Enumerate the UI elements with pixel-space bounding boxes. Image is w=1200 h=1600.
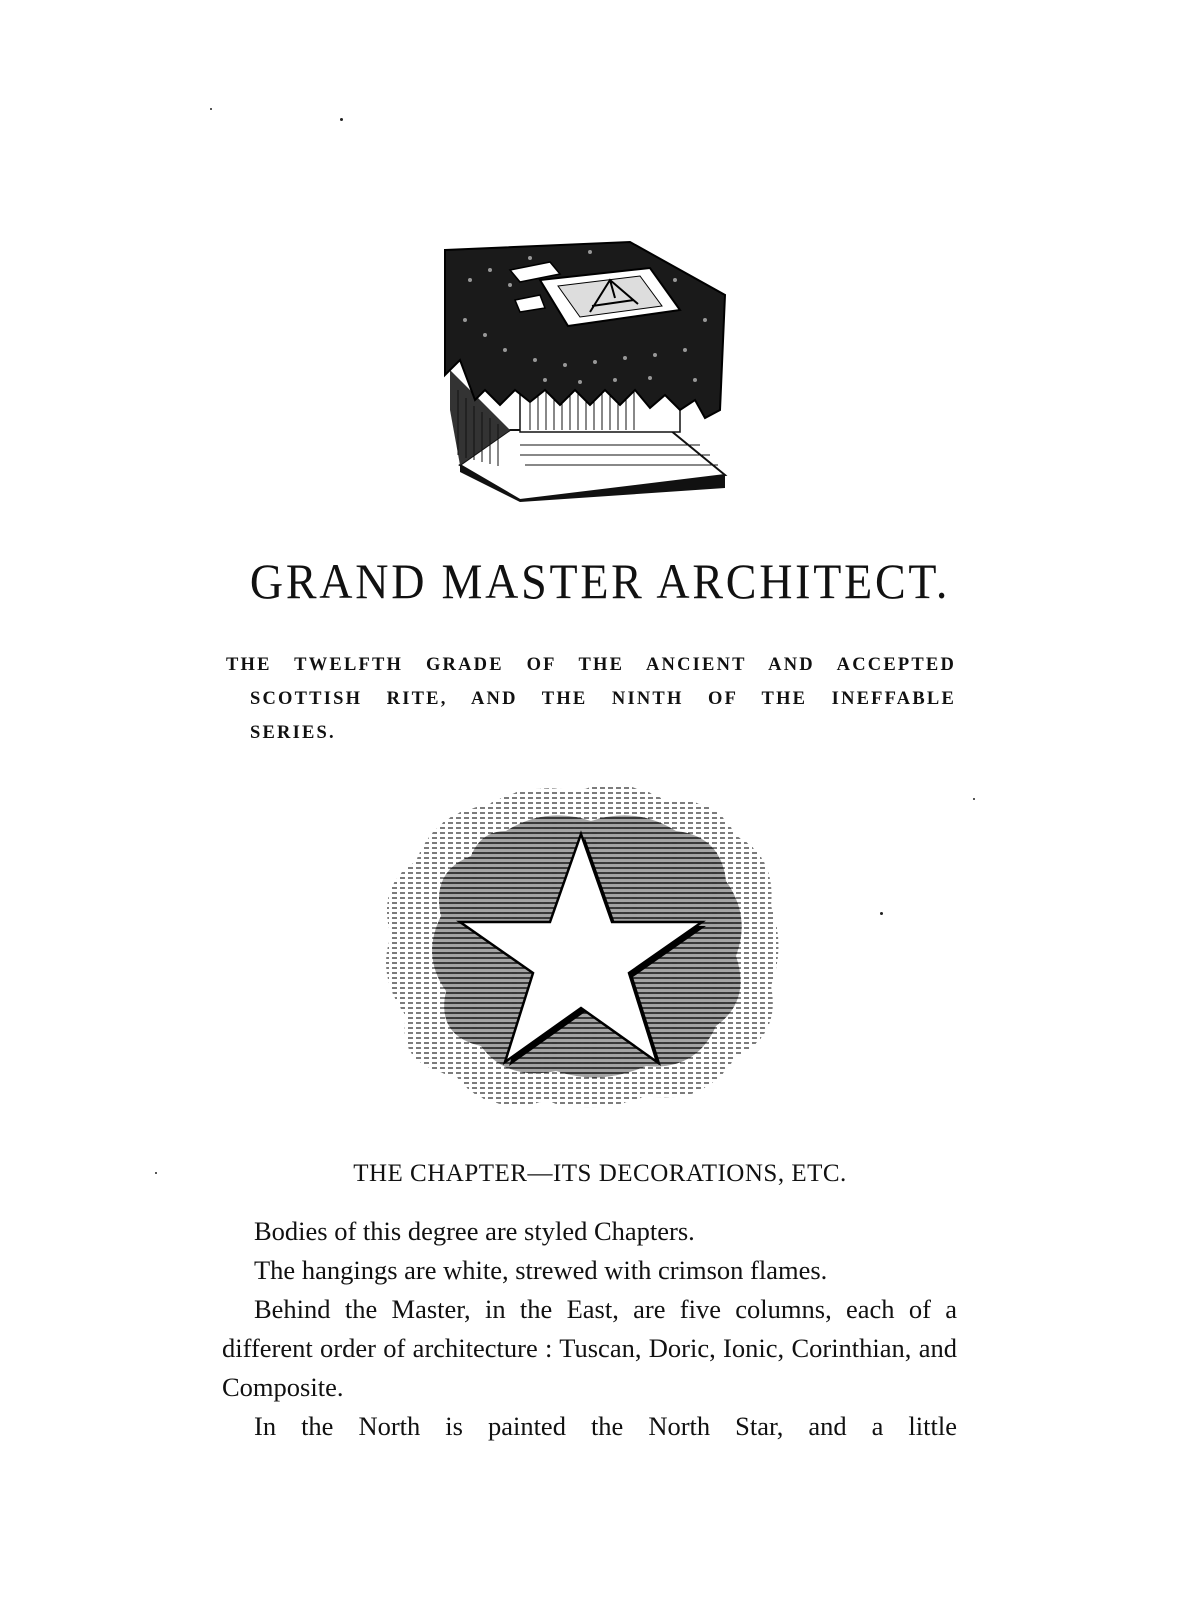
- print-speck: [210, 108, 212, 110]
- subtitle-line: THE TWELFTH GRADE OF THE ANCIENT AND ACCEPTED: [226, 655, 956, 675]
- section-heading: THE CHAPTER—ITS DECORATIONS, ETC.: [353, 1160, 847, 1187]
- print-speck: [880, 912, 883, 915]
- subtitle-line: SCOTTISH RITE, AND THE NINTH OF THE INEFFABLE: [250, 689, 956, 709]
- star-cloud-illustration: [376, 776, 786, 1116]
- paragraph: Behind the Master, in the East, are five columns, each of a different order of architecture : Tuscan, Doric, Ionic, Corinthian, and Composite.: [222, 1294, 957, 1402]
- print-speck: [973, 798, 975, 800]
- paragraph: The hangings are white, strewed with crimson flames.: [254, 1255, 828, 1285]
- print-speck: [340, 118, 343, 121]
- body-text: [222, 1212, 957, 1446]
- paragraph: Bodies of this degree are styled Chapters.: [254, 1216, 695, 1246]
- paragraph: In the North is painted the North Star, and a little: [254, 1411, 957, 1441]
- page-title: GRAND MASTER ARCHITECT.: [249, 553, 951, 609]
- subtitle-line: SERIES.: [250, 723, 336, 743]
- altar-chest-illustration: [440, 240, 730, 510]
- degree-subtitle: [226, 648, 956, 750]
